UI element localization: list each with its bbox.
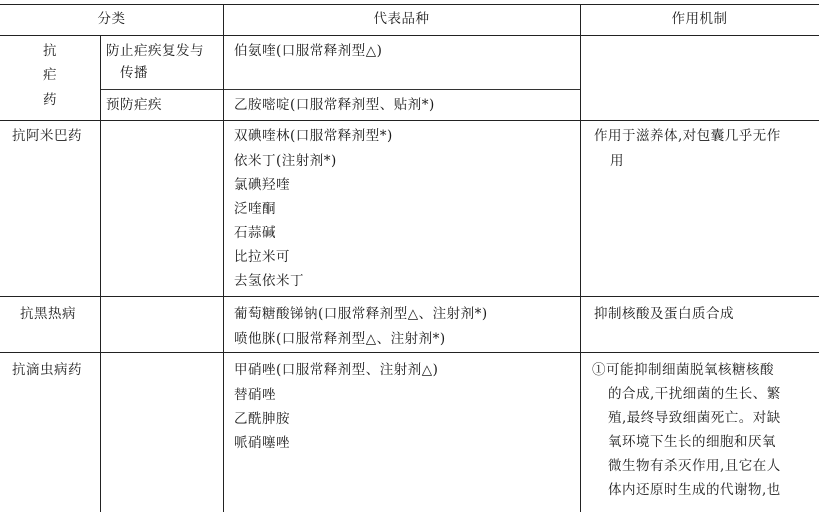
- drug-item: 依米丁(注射剂*): [234, 153, 337, 169]
- col3-rule: [580, 4, 581, 512]
- antikalaazar-label: 抗黑热病: [20, 306, 76, 322]
- col1-rule: [100, 35, 101, 512]
- drug-item: 石蒜碱: [234, 225, 276, 241]
- antimalarial-sub2-drug: 乙胺嘧啶(口服常释剂型、贴剂*): [234, 97, 435, 113]
- drug-item: 去氢依米丁: [234, 273, 304, 289]
- antimalarial-sub1-label: 防止疟疾复发与: [106, 43, 204, 59]
- antitrichomonal-mechanism-line: 微生物有杀灭作用,且它在人: [608, 458, 781, 474]
- antiamoebic-bottom-rule: [0, 296, 819, 297]
- antiamoebic-mechanism-cont: 用: [610, 153, 624, 169]
- drug-item: 乙酰胂胺: [234, 411, 290, 427]
- antitrichomonal-mechanism-line: 殖,最终导致细菌死亡。对缺: [608, 410, 781, 426]
- antimalarial-sub2-label: 预防疟疾: [106, 97, 162, 113]
- header-bottom-rule: [0, 35, 819, 36]
- antikalaazar-bottom-rule: [0, 352, 819, 353]
- antikalaazar-mechanism: 抑制核酸及蛋白质合成: [594, 306, 734, 322]
- antiamoebic-mechanism: 作用于滋养体,对包囊几乎无作: [594, 128, 781, 144]
- antimalarial-bottom-rule: [0, 120, 819, 121]
- antimalarial-sub-rule: [100, 89, 580, 90]
- antitrichomonal-mechanism-line: ①可能抑制细菌脱氧核糖核酸: [592, 362, 774, 378]
- antimalarial-label-char: 药: [43, 92, 57, 108]
- antitrichomonal-mechanism-line: 氧环境下生长的细胞和厌氧: [608, 434, 776, 450]
- drug-item: 葡萄糖酸锑钠(口服常释剂型△、注射剂*): [234, 306, 488, 322]
- drug-item: 泛喹酮: [234, 201, 276, 217]
- drug-item: 喷他脒(口服常释剂型△、注射剂*): [234, 331, 446, 347]
- drug-item: 替硝唑: [234, 387, 276, 403]
- drug-item: 氯碘羟喹: [234, 177, 290, 193]
- antimalarial-sub1-drug: 伯氨喹(口服常释剂型△): [234, 43, 383, 59]
- header-drugs: 代表品种: [373, 11, 430, 27]
- antitrichomonal-mechanism-line: 体内还原时生成的代谢物,也: [608, 482, 781, 498]
- antimalarial-label-char: 疟: [43, 67, 57, 83]
- antimalarial-label-char: 抗: [43, 43, 57, 59]
- drug-item: 双碘喹林(口服常释剂型*): [234, 128, 393, 144]
- drug-item: 甲硝唑(口服常释剂型、注射剂△): [234, 362, 439, 378]
- col2-rule: [223, 4, 224, 512]
- header-category: 分类: [97, 11, 126, 27]
- antitrichomonal-label: 抗滴虫病药: [12, 362, 82, 378]
- table-top-rule: [0, 4, 819, 5]
- header-mechanism: 作用机制: [671, 11, 728, 27]
- antitrichomonal-mechanism-line: 的合成,干扰细菌的生长、繁: [608, 386, 781, 402]
- antiamoebic-label: 抗阿米巴药: [12, 128, 82, 144]
- drug-item: 哌硝噻唑: [234, 435, 290, 451]
- drug-item: 比拉米可: [234, 249, 290, 265]
- antimalarial-sub1-label-cont: 传播: [120, 65, 148, 81]
